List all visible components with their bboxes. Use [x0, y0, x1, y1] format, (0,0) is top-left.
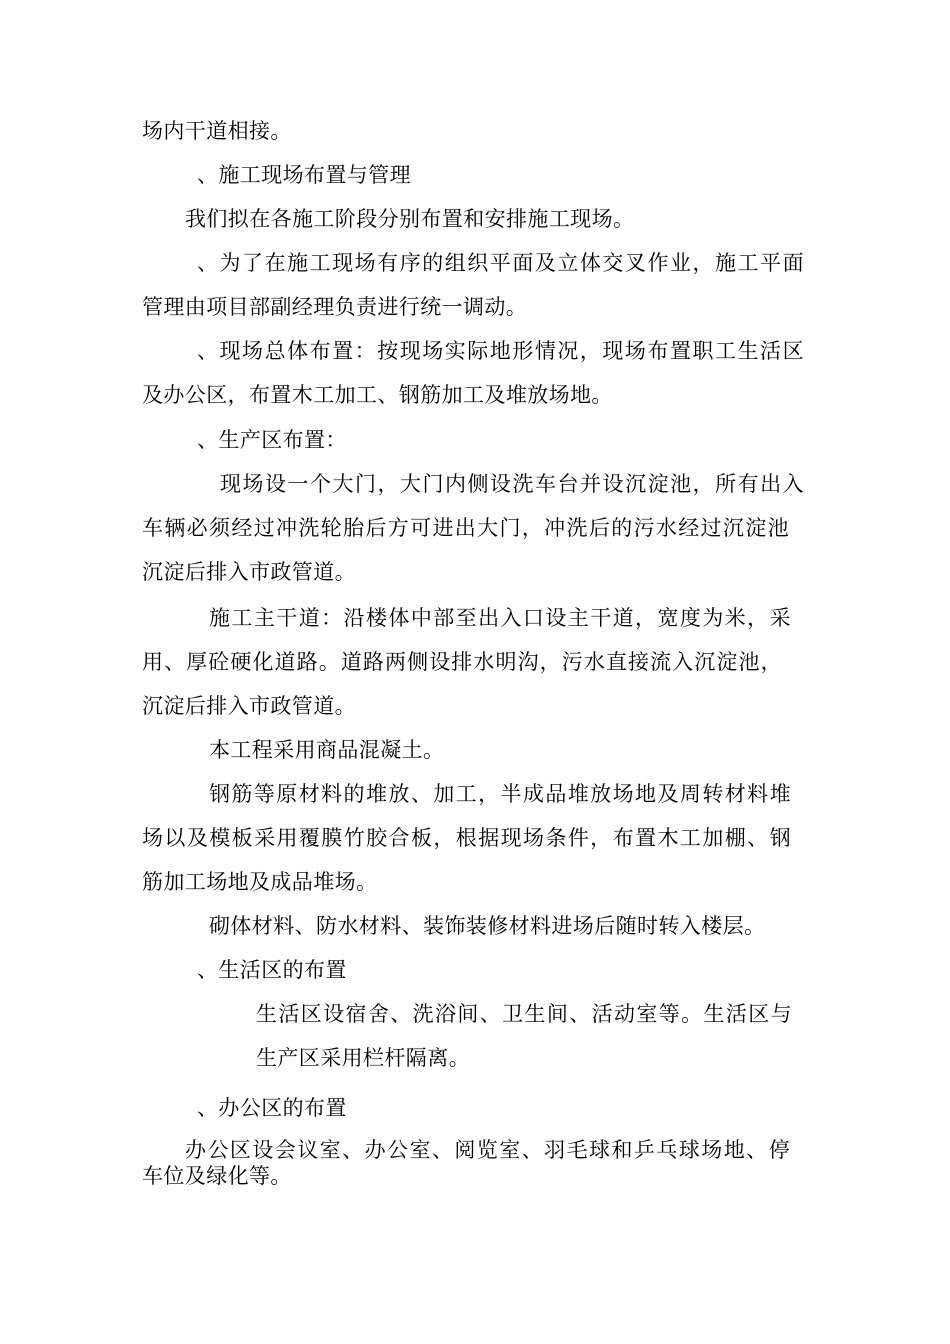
- text-line: 管理由项目部副经理负责进行统一调动。: [142, 295, 528, 319]
- text-line: 办公区设会议室、办公室、阅览室、羽毛球和乒乓球场地、停: [185, 1138, 790, 1162]
- text-line: 钢筋等原材料的堆放、加工，半成品堆放场地及周转材料堆: [209, 782, 791, 806]
- text-line: 本工程采用商品混凝土。: [209, 738, 445, 762]
- text-line: 现场设一个大门，大门内侧设洗车台并设沉淀池，所有出入: [220, 472, 804, 496]
- text-line: 场以及模板采用覆膜竹胶合板，根据现场条件，布置木工加棚、钢: [142, 826, 791, 850]
- text-line: 、为了在施工现场有序的组织平面及立体交叉作业，施工平面: [197, 251, 804, 275]
- text-line: 车辆必须经过冲洗轮胎后方可进出大门，冲洗后的污水经过沉淀池: [142, 516, 789, 540]
- text-line: 我们拟在各施工阶段分别布置和安排施工现场。: [185, 207, 635, 231]
- text-line: 及办公区，布置木工加工、钢筋加工及堆放场地。: [142, 383, 613, 407]
- section-heading: 、生产区布置：: [197, 428, 347, 452]
- text-line: 沉淀后排入市政管道。: [142, 560, 356, 584]
- text-line: 砌体材料、防水材料、装饰装修材料进场后随时转入楼层。: [209, 914, 766, 938]
- text-line: 车位及绿化等。: [142, 1164, 292, 1188]
- section-heading: 、施工现场布置与管理: [197, 163, 411, 187]
- text-line: 筋加工场地及成品堆场。: [142, 870, 378, 894]
- section-heading: 、办公区的布置: [197, 1096, 347, 1120]
- text-line: 生活区设宿舍、洗浴间、卫生间、活动室等。生活区与: [256, 1002, 792, 1026]
- text-line: 生产区采用栏杆隔离。: [256, 1046, 470, 1070]
- text-line: 施工主干道：沿楼体中部至出入口设主干道，宽度为米，采: [209, 606, 791, 630]
- text-line: 用、厚砼硬化道路。道路两侧设排水明沟，污水直接流入沉淀池，: [142, 650, 782, 674]
- section-heading: 、生活区的布置: [197, 958, 347, 982]
- text-line: 、现场总体布置：按现场实际地形情况，现场布置职工生活区: [197, 339, 804, 363]
- text-line: 场内干道相接。: [142, 119, 292, 143]
- text-line: 沉淀后排入市政管道。: [142, 694, 356, 718]
